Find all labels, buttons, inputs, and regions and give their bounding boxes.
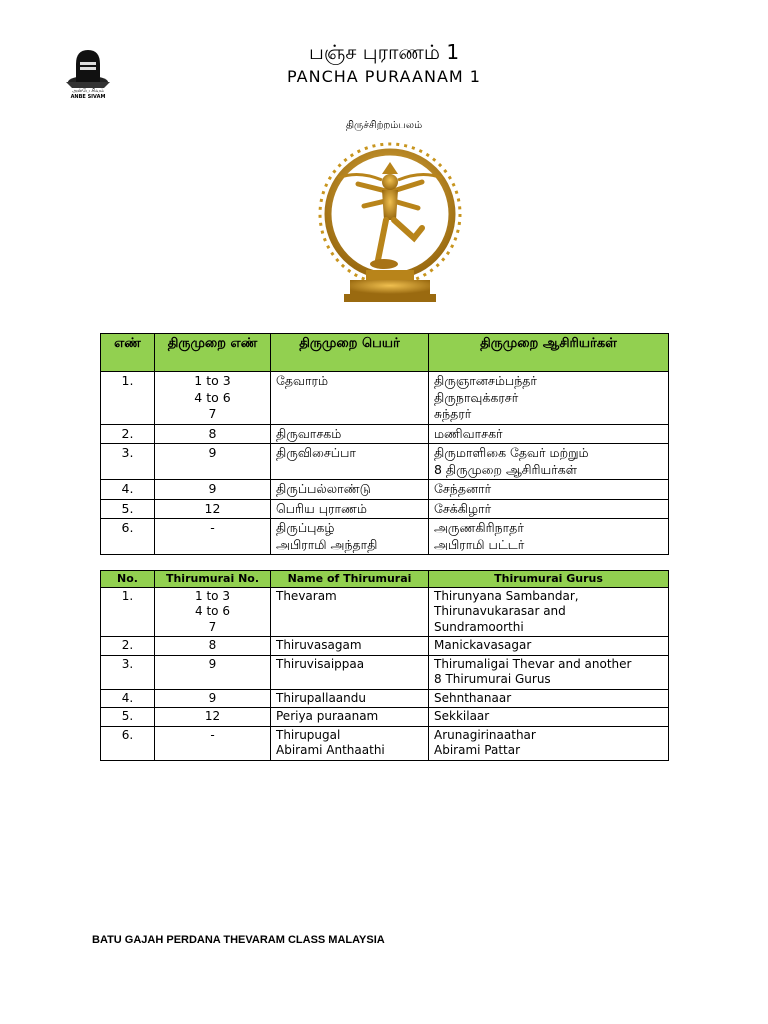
thirumurai-number-text: 12 (204, 709, 221, 723)
page-title-english: PANCHA PURAANAM 1 (287, 67, 481, 86)
cell-gurus (429, 444, 669, 480)
thirumurai-name-text: Thiruvasagam (276, 638, 362, 652)
cell-gurus (429, 587, 669, 637)
cell-gurus (429, 689, 669, 708)
cell-thirumurai-name (271, 587, 429, 637)
cell-number (101, 372, 155, 425)
table-row (101, 424, 669, 444)
thirumurai-number-text: 1 to 3 (194, 373, 231, 388)
number-text: 1. (121, 373, 134, 388)
logo-caption-english: ANBE SIVAM (70, 94, 106, 100)
thirumurai-name-text: Thirupallaandu (276, 690, 366, 705)
guru-text: Manickavasagar (434, 638, 532, 652)
number-text: 5. (121, 500, 134, 516)
cell-number (101, 480, 155, 500)
cell-gurus (429, 480, 669, 500)
guru-text: சேந்தனார் (434, 481, 492, 496)
page-title-tamil: பஞ்ச புராணம் 1 (308, 40, 460, 64)
table-row (101, 655, 669, 689)
cell-gurus (429, 424, 669, 444)
cell-thirumurai-number (155, 499, 271, 519)
thirumurai-number-text: 9 (208, 690, 217, 705)
guru-text: சேக்கிழார் (434, 500, 492, 516)
cell-thirumurai-name (271, 444, 429, 480)
guru-text: திருமாளிகை தேவர் மற்றும் (434, 445, 589, 460)
thirumurai-number-text: 4 to 6 (194, 389, 231, 405)
cell-number (101, 587, 155, 637)
header-thirumurai-gurus: Thirumurai Gurus (429, 571, 669, 588)
cell-number (101, 519, 155, 555)
table-row (101, 587, 669, 637)
thirumurai-number-text: 9 (208, 445, 217, 460)
header-thirumurai-gurus: திருமுறை ஆசிரியர்கள் (429, 334, 669, 372)
cell-thirumurai-name (271, 499, 429, 519)
guru-text: திருஞானசம்பந்தர் (434, 373, 537, 388)
number-text: 5. (121, 709, 134, 723)
cell-thirumurai-number (155, 637, 271, 656)
cell-thirumurai-name (271, 637, 429, 656)
cell-number (101, 708, 155, 727)
table-row (101, 499, 669, 519)
cell-thirumurai-name (271, 424, 429, 444)
guru-text: Abirami Pattar (434, 743, 521, 757)
table-header-row (101, 571, 669, 588)
header-thirumurai-name: Name of Thirumurai (271, 571, 429, 588)
cell-gurus (429, 726, 669, 760)
thirumurai-name-text: திருப்புகழ் (276, 520, 335, 535)
thirumurai-name-text: Abirami Anthaathi (276, 743, 385, 757)
table-row (101, 480, 669, 500)
cell-thirumurai-number (155, 519, 271, 555)
cell-number (101, 655, 155, 689)
cell-thirumurai-name (271, 689, 429, 708)
cell-thirumurai-number (155, 587, 271, 637)
cell-thirumurai-number (155, 655, 271, 689)
thirumurai-number-text: 1 to 3 (195, 588, 230, 603)
number-text: 2. (121, 638, 134, 652)
cell-gurus (429, 637, 669, 656)
cell-thirumurai-number (155, 372, 271, 425)
cell-number (101, 637, 155, 656)
thirumurai-number-text: - (210, 727, 215, 742)
table-header-row (101, 334, 669, 372)
guru-text: Thirunyana Sambandar, (434, 588, 579, 603)
logo-caption (56, 88, 120, 100)
header-thirumurai-number: திருமுறை எண் (155, 334, 271, 372)
guru-text: திருநாவுக்கரசர் (434, 389, 519, 405)
header-number: எண் (101, 334, 155, 372)
cell-gurus (429, 708, 669, 727)
cell-number (101, 444, 155, 480)
thirumurai-number-text: 12 (204, 500, 221, 516)
thirumurai-number-text: 7 (208, 406, 217, 421)
footer-text: BATU GAJAH PERDANA THEVARAM CLASS MALAYSIA (92, 934, 385, 946)
thirumurai-name-text: திருவிசைப்பா (276, 445, 356, 460)
thirumurai-name-text: Thirupugal (276, 727, 341, 742)
thirumurai-name-text: Periya puraanam (276, 709, 379, 723)
thirumurai-number-text: 8 (208, 425, 217, 441)
cell-gurus (429, 499, 669, 519)
thirumurai-name-text: Thevaram (276, 588, 337, 603)
cell-number (101, 726, 155, 760)
thirumurai-name-text: அபிராமி அந்தாதி (276, 536, 378, 552)
thirumurai-number-text: 4 to 6 (195, 604, 230, 618)
table-row (101, 708, 669, 727)
cell-thirumurai-number (155, 444, 271, 480)
number-text: 1. (121, 588, 134, 603)
thirumurai-name-text: பெரிய புராணம் (276, 500, 367, 516)
logo-caption-tamil: அன்பே சிவம் (72, 88, 104, 94)
thirumurai-name-text: Thiruvisaippaa (276, 656, 365, 671)
guru-text: Sehnthanaar (434, 690, 512, 705)
thirumurai-number-text: 7 (208, 619, 217, 634)
header-thirumurai-name: திருமுறை பெயர் (271, 334, 429, 372)
number-text: 6. (121, 727, 134, 742)
cell-thirumurai-number (155, 424, 271, 444)
header-thirumurai-number: Thirumurai No. (155, 571, 271, 588)
thirumurai-table-tamil (100, 333, 669, 555)
guru-text: சுந்தரர் (434, 406, 472, 421)
guru-text: Arunagirinaathar (434, 727, 536, 742)
number-text: 3. (121, 656, 134, 671)
cell-thirumurai-number (155, 480, 271, 500)
header-number: No. (101, 571, 155, 588)
guru-text: அருணகிரிநாதர் (434, 520, 524, 535)
cell-thirumurai-name (271, 372, 429, 425)
guru-text: Sundramoorthi (434, 619, 524, 634)
table-row (101, 444, 669, 480)
thirumurai-number-text: 9 (208, 656, 217, 671)
number-text: 6. (121, 520, 134, 535)
number-text: 2. (121, 425, 134, 441)
invocation-text: திருச்சிற்றம்பலம் (345, 120, 423, 131)
thirumurai-number-text: - (210, 520, 215, 535)
cell-gurus (429, 372, 669, 425)
nataraja-image (318, 142, 466, 314)
guru-text: 8 Thirumurai Gurus (434, 672, 551, 686)
cell-gurus (429, 519, 669, 555)
table-row (101, 519, 669, 555)
number-text: 3. (121, 445, 134, 460)
cell-number (101, 499, 155, 519)
cell-thirumurai-number (155, 726, 271, 760)
thirumurai-table-english (100, 570, 669, 761)
guru-text: அபிராமி பட்டர் (434, 536, 525, 552)
thirumurai-name-text: திருப்பல்லாண்டு (276, 481, 371, 496)
thirumurai-name-text: திருவாசகம் (276, 425, 342, 441)
guru-text: Thirunavukarasar and (434, 604, 566, 618)
guru-text: Thirumaligai Thevar and another (434, 656, 632, 671)
cell-thirumurai-number (155, 708, 271, 727)
cell-thirumurai-name (271, 726, 429, 760)
cell-thirumurai-name (271, 655, 429, 689)
cell-number (101, 689, 155, 708)
guru-text: 8 திருமுறை ஆசிரியர்கள் (434, 461, 578, 477)
guru-text: மணிவாசகர் (434, 425, 503, 441)
cell-thirumurai-name (271, 519, 429, 555)
table-row (101, 637, 669, 656)
table-row (101, 689, 669, 708)
cell-gurus (429, 655, 669, 689)
thirumurai-name-text: தேவாரம் (276, 373, 329, 388)
number-text: 4. (121, 690, 134, 705)
cell-thirumurai-name (271, 708, 429, 727)
thirumurai-number-text: 9 (208, 481, 217, 496)
cell-thirumurai-name (271, 480, 429, 500)
number-text: 4. (121, 481, 134, 496)
thirumurai-number-text: 8 (208, 638, 217, 652)
guru-text: Sekkilaar (434, 709, 490, 723)
cell-number (101, 424, 155, 444)
table-row (101, 372, 669, 425)
table-row (101, 726, 669, 760)
cell-thirumurai-number (155, 689, 271, 708)
